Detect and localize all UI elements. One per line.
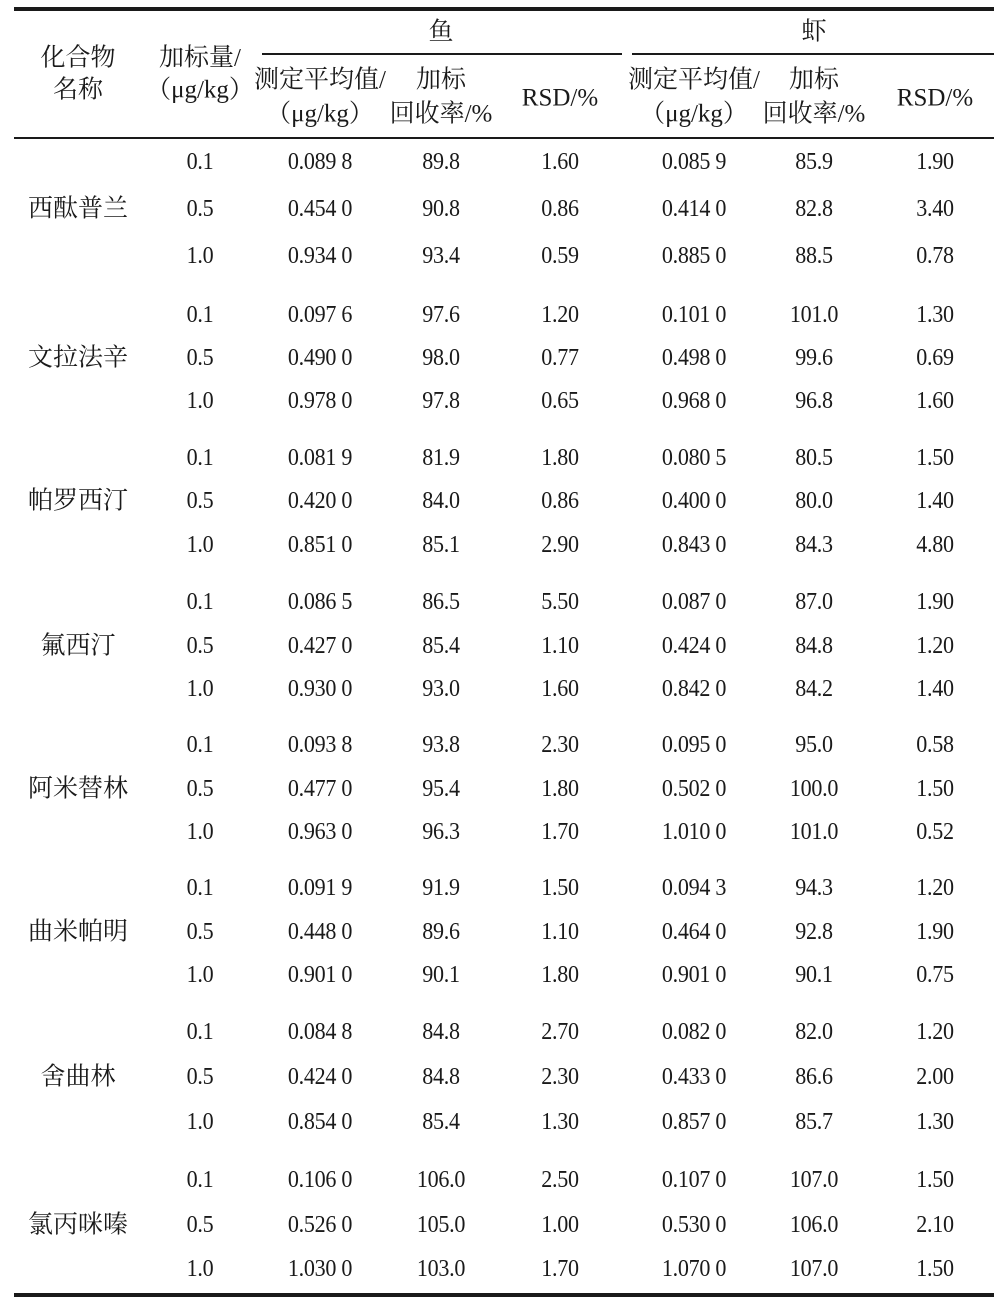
fish-mean-header-line1: 测定平均值/: [254, 66, 386, 94]
fish-rsd-cell: 1.80: [541, 962, 579, 988]
shrimp-rsd-cell: 1.30: [916, 1109, 954, 1135]
fish-mean-value-cell: 0.854 0: [287, 1109, 353, 1135]
fish-mean-value-cell: 0.526 0: [287, 1212, 353, 1238]
shrimp-recovery-cell: 101.0: [789, 819, 839, 845]
shrimp-rsd-cell: 1.90: [916, 919, 954, 945]
spike-level-cell: 0.5: [186, 196, 214, 222]
spike-level-cell: 1.0: [186, 819, 214, 845]
shrimp-rsd-cell: 0.69: [916, 345, 954, 371]
fish-rsd-cell: 1.60: [541, 149, 579, 175]
shrimp-mean-header-line1: 测定平均值/: [628, 66, 760, 94]
shrimp-rsd-cell: 1.50: [916, 776, 954, 802]
shrimp-rsd-cell: 1.90: [916, 149, 954, 175]
fish-group-header: 鱼: [428, 18, 454, 46]
fish-mean-value-cell: 0.454 0: [287, 196, 353, 222]
fish-recovery-cell: 90.8: [422, 196, 460, 222]
fish-mean-value-cell: 0.901 0: [287, 962, 353, 988]
compound-name: 西酞普兰: [27, 195, 129, 223]
fish-mean-value-cell: 0.427 0: [287, 633, 353, 659]
shrimp-rsd-cell: 1.20: [916, 1019, 954, 1045]
shrimp-recovery-cell: 106.0: [789, 1212, 839, 1238]
fish-mean-value-cell: 0.106 0: [287, 1167, 353, 1193]
fish-rsd-cell: 2.30: [541, 1064, 579, 1090]
fish-mean-value-cell: 0.490 0: [287, 345, 353, 371]
fish-rsd-cell: 1.70: [541, 1256, 579, 1282]
fish-mean-value-cell: 0.084 8: [287, 1019, 353, 1045]
shrimp-recovery-cell: 84.3: [795, 532, 833, 558]
spike-level-cell: 1.0: [186, 388, 214, 414]
shrimp-rsd-cell: 2.00: [916, 1064, 954, 1090]
fish-mean-value-cell: 0.093 8: [287, 732, 353, 758]
fish-recovery-cell: 84.8: [422, 1064, 460, 1090]
bottom-rule: [14, 1293, 994, 1297]
shrimp-mean-value-cell: 1.010 0: [661, 819, 727, 845]
fish-mean-header-line2: （μg/kg）: [266, 100, 374, 128]
shrimp-recovery-cell: 88.5: [795, 243, 833, 269]
shrimp-rsd-cell: 0.58: [916, 732, 954, 758]
shrimp-mean-value-cell: 0.433 0: [661, 1064, 727, 1090]
shrimp-recovery-cell: 94.3: [795, 875, 833, 901]
fish-recovery-cell: 89.8: [422, 149, 460, 175]
fish-recovery-cell: 81.9: [422, 445, 460, 471]
shrimp-mean-header-line2: （μg/kg）: [640, 100, 748, 128]
spike-level-cell: 0.5: [186, 345, 214, 371]
shrimp-mean-value-cell: 0.843 0: [661, 532, 727, 558]
shrimp-recovery-cell: 85.9: [795, 149, 833, 175]
spike-level-cell: 0.1: [186, 149, 214, 175]
spike-level-cell: 1.0: [186, 532, 214, 558]
fish-rsd-cell: 0.77: [541, 345, 579, 371]
shrimp-rsd-cell: 0.52: [916, 819, 954, 845]
shrimp-recovery-cell: 82.0: [795, 1019, 833, 1045]
fish-rsd-header: RSD/%: [521, 84, 599, 112]
shrimp-mean-value-cell: 0.101 0: [661, 302, 727, 328]
compound-name: 曲米帕明: [27, 918, 129, 946]
fish-rsd-cell: 1.10: [541, 633, 579, 659]
fish-mean-value-cell: 0.420 0: [287, 488, 353, 514]
shrimp-recovery-cell: 84.2: [795, 676, 833, 702]
spike-header-line1: 加标量/: [159, 44, 241, 72]
fish-group-rule: [262, 53, 622, 55]
spike-level-cell: 0.1: [186, 1167, 214, 1193]
fish-mean-value-cell: 0.091 9: [287, 875, 353, 901]
shrimp-recovery-cell: 80.5: [795, 445, 833, 471]
shrimp-mean-value-cell: 0.885 0: [661, 243, 727, 269]
fish-rsd-cell: 0.86: [541, 488, 579, 514]
spike-level-cell: 1.0: [186, 243, 214, 269]
shrimp-mean-value-cell: 0.530 0: [661, 1212, 727, 1238]
shrimp-rsd-cell: 1.60: [916, 388, 954, 414]
fish-recovery-cell: 93.0: [422, 676, 460, 702]
compound-name: 氯丙咪嗪: [27, 1211, 129, 1239]
fish-rsd-cell: 5.50: [541, 589, 579, 615]
compound-header-line2: 名称: [52, 76, 104, 104]
shrimp-mean-value-cell: 0.095 0: [661, 732, 727, 758]
fish-recovery-cell: 95.4: [422, 776, 460, 802]
fish-recovery-cell: 97.8: [422, 388, 460, 414]
fish-recovery-cell: 84.0: [422, 488, 460, 514]
shrimp-mean-value-cell: 0.464 0: [661, 919, 727, 945]
shrimp-recovery-cell: 87.0: [795, 589, 833, 615]
fish-rsd-cell: 1.50: [541, 875, 579, 901]
spike-level-cell: 0.1: [186, 1019, 214, 1045]
shrimp-recovery-cell: 107.0: [789, 1256, 839, 1282]
shrimp-group-rule: [632, 53, 994, 55]
spike-level-cell: 0.5: [186, 919, 214, 945]
shrimp-recovery-cell: 101.0: [789, 302, 839, 328]
shrimp-rsd-header: RSD/%: [896, 84, 974, 112]
fish-mean-value-cell: 0.097 6: [287, 302, 353, 328]
fish-mean-value-cell: 0.086 5: [287, 589, 353, 615]
fish-recovery-cell: 93.4: [422, 243, 460, 269]
shrimp-recovery-cell: 85.7: [795, 1109, 833, 1135]
shrimp-rsd-cell: 0.75: [916, 962, 954, 988]
shrimp-mean-value-cell: 0.502 0: [661, 776, 727, 802]
shrimp-rsd-cell: 1.50: [916, 1167, 954, 1193]
fish-rsd-cell: 1.20: [541, 302, 579, 328]
fish-recovery-cell: 85.4: [422, 633, 460, 659]
fish-recovery-header-line1: 加标: [415, 66, 467, 94]
shrimp-mean-value-cell: 0.968 0: [661, 388, 727, 414]
fish-rsd-cell: 1.80: [541, 445, 579, 471]
shrimp-mean-value-cell: 0.400 0: [661, 488, 727, 514]
shrimp-mean-value-cell: 0.107 0: [661, 1167, 727, 1193]
compound-name: 文拉法辛: [27, 344, 129, 372]
shrimp-mean-value-cell: 0.087 0: [661, 589, 727, 615]
shrimp-rsd-cell: 1.90: [916, 589, 954, 615]
fish-mean-value-cell: 0.930 0: [287, 676, 353, 702]
fish-rsd-cell: 1.30: [541, 1109, 579, 1135]
shrimp-mean-value-cell: 0.498 0: [661, 345, 727, 371]
fish-rsd-cell: 1.70: [541, 819, 579, 845]
shrimp-rsd-cell: 1.50: [916, 445, 954, 471]
fish-mean-value-cell: 0.081 9: [287, 445, 353, 471]
fish-rsd-cell: 2.90: [541, 532, 579, 558]
shrimp-mean-value-cell: 0.082 0: [661, 1019, 727, 1045]
fish-recovery-cell: 103.0: [416, 1256, 466, 1282]
fish-recovery-cell: 106.0: [416, 1167, 466, 1193]
fish-mean-value-cell: 0.448 0: [287, 919, 353, 945]
shrimp-mean-value-cell: 0.094 3: [661, 875, 727, 901]
shrimp-rsd-cell: 1.30: [916, 302, 954, 328]
fish-recovery-cell: 91.9: [422, 875, 460, 901]
shrimp-recovery-cell: 96.8: [795, 388, 833, 414]
fish-rsd-cell: 1.60: [541, 676, 579, 702]
shrimp-recovery-header-line2: 回收率/%: [762, 100, 866, 128]
shrimp-mean-value-cell: 1.070 0: [661, 1256, 727, 1282]
fish-rsd-cell: 2.70: [541, 1019, 579, 1045]
spike-level-cell: 0.1: [186, 445, 214, 471]
shrimp-rsd-cell: 2.10: [916, 1212, 954, 1238]
spike-level-cell: 1.0: [186, 676, 214, 702]
fish-recovery-header-line2: 回收率/%: [389, 100, 493, 128]
shrimp-rsd-cell: 1.20: [916, 875, 954, 901]
fish-recovery-cell: 84.8: [422, 1019, 460, 1045]
shrimp-recovery-cell: 99.6: [795, 345, 833, 371]
spike-level-cell: 0.5: [186, 776, 214, 802]
shrimp-mean-value-cell: 0.080 5: [661, 445, 727, 471]
fish-recovery-cell: 86.5: [422, 589, 460, 615]
shrimp-rsd-cell: 3.40: [916, 196, 954, 222]
shrimp-recovery-cell: 84.8: [795, 633, 833, 659]
spike-level-cell: 0.5: [186, 488, 214, 514]
spike-level-cell: 0.1: [186, 589, 214, 615]
shrimp-recovery-cell: 100.0: [789, 776, 839, 802]
fish-mean-value-cell: 1.030 0: [287, 1256, 353, 1282]
shrimp-recovery-cell: 80.0: [795, 488, 833, 514]
fish-recovery-cell: 96.3: [422, 819, 460, 845]
fish-recovery-cell: 85.4: [422, 1109, 460, 1135]
fish-recovery-cell: 105.0: [416, 1212, 466, 1238]
shrimp-rsd-cell: 1.40: [916, 676, 954, 702]
fish-mean-value-cell: 0.963 0: [287, 819, 353, 845]
fish-mean-value-cell: 0.424 0: [287, 1064, 353, 1090]
shrimp-recovery-cell: 90.1: [795, 962, 833, 988]
fish-recovery-cell: 98.0: [422, 345, 460, 371]
fish-recovery-cell: 85.1: [422, 532, 460, 558]
shrimp-recovery-cell: 86.6: [795, 1064, 833, 1090]
shrimp-mean-value-cell: 0.857 0: [661, 1109, 727, 1135]
spike-level-cell: 1.0: [186, 1109, 214, 1135]
fish-rsd-cell: 1.80: [541, 776, 579, 802]
shrimp-mean-value-cell: 0.424 0: [661, 633, 727, 659]
shrimp-rsd-cell: 4.80: [916, 532, 954, 558]
fish-mean-value-cell: 0.477 0: [287, 776, 353, 802]
fish-rsd-cell: 2.50: [541, 1167, 579, 1193]
compound-name: 舍曲林: [40, 1063, 116, 1091]
fish-rsd-cell: 1.00: [541, 1212, 579, 1238]
fish-recovery-cell: 89.6: [422, 919, 460, 945]
shrimp-rsd-cell: 1.50: [916, 1256, 954, 1282]
compound-name: 氟西汀: [40, 632, 116, 660]
shrimp-rsd-cell: 0.78: [916, 243, 954, 269]
shrimp-mean-value-cell: 0.414 0: [661, 196, 727, 222]
spike-header-line2: （μg/kg）: [146, 76, 254, 104]
shrimp-group-header: 虾: [801, 18, 827, 46]
fish-rsd-cell: 0.59: [541, 243, 579, 269]
spike-level-cell: 1.0: [186, 962, 214, 988]
fish-mean-value-cell: 0.978 0: [287, 388, 353, 414]
shrimp-recovery-cell: 82.8: [795, 196, 833, 222]
fish-rsd-cell: 0.86: [541, 196, 579, 222]
top-rule: [14, 7, 994, 11]
fish-mean-value-cell: 0.089 8: [287, 149, 353, 175]
fish-rsd-cell: 1.10: [541, 919, 579, 945]
spike-level-cell: 1.0: [186, 1256, 214, 1282]
header-bottom-rule: [14, 137, 994, 139]
spike-level-cell: 0.1: [186, 732, 214, 758]
shrimp-recovery-header-line1: 加标: [788, 66, 840, 94]
shrimp-rsd-cell: 1.20: [916, 633, 954, 659]
spike-level-cell: 0.5: [186, 633, 214, 659]
shrimp-mean-value-cell: 0.901 0: [661, 962, 727, 988]
shrimp-mean-value-cell: 0.842 0: [661, 676, 727, 702]
spike-level-cell: 0.5: [186, 1064, 214, 1090]
fish-mean-value-cell: 0.851 0: [287, 532, 353, 558]
spike-level-cell: 0.5: [186, 1212, 214, 1238]
fish-rsd-cell: 0.65: [541, 388, 579, 414]
spike-level-cell: 0.1: [186, 302, 214, 328]
compound-name: 帕罗西汀: [27, 487, 129, 515]
fish-rsd-cell: 2.30: [541, 732, 579, 758]
fish-recovery-cell: 93.8: [422, 732, 460, 758]
shrimp-rsd-cell: 1.40: [916, 488, 954, 514]
fish-recovery-cell: 90.1: [422, 962, 460, 988]
fish-mean-value-cell: 0.934 0: [287, 243, 353, 269]
shrimp-recovery-cell: 92.8: [795, 919, 833, 945]
fish-recovery-cell: 97.6: [422, 302, 460, 328]
shrimp-mean-value-cell: 0.085 9: [661, 149, 727, 175]
spike-level-cell: 0.1: [186, 875, 214, 901]
compound-name: 阿米替林: [27, 775, 129, 803]
shrimp-recovery-cell: 107.0: [789, 1167, 839, 1193]
compound-header-line1: 化合物: [40, 44, 116, 72]
shrimp-recovery-cell: 95.0: [795, 732, 833, 758]
